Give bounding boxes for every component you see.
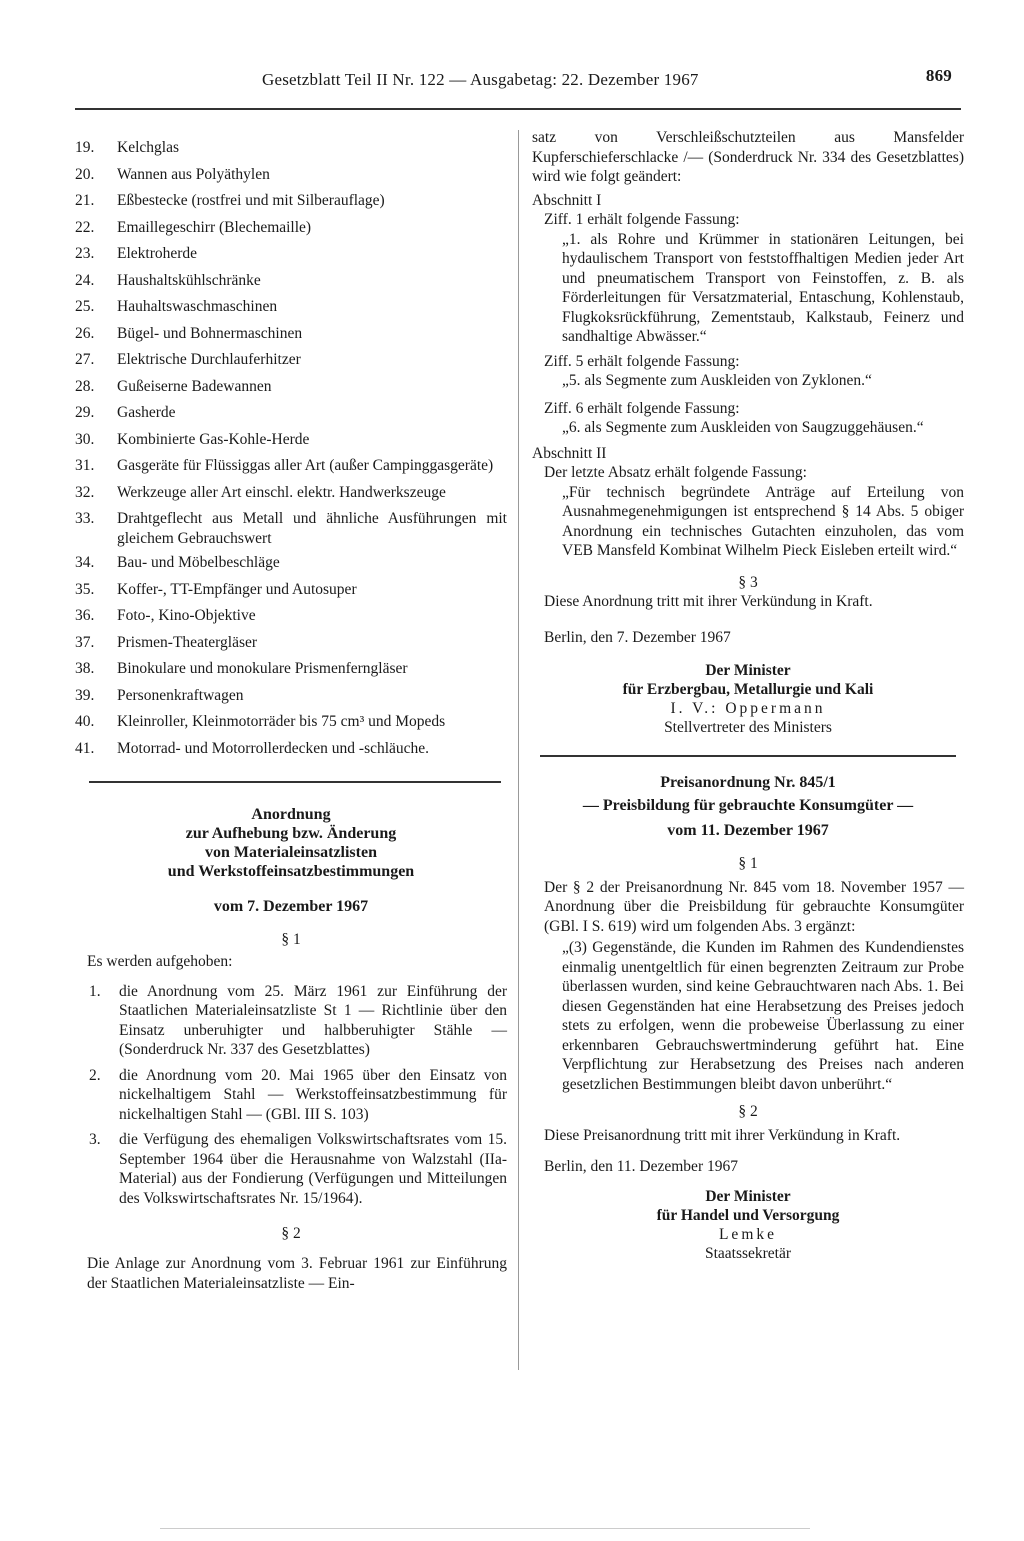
ziff5-intro: Ziff. 5 erhält folgende Fassung:: [544, 352, 740, 370]
list-item-text: Foto-, Kino-Objektive: [117, 607, 256, 624]
anordnung-title-line: zur Aufhebung bzw. Änderung: [185, 825, 397, 842]
signature-title: Der Minister: [705, 1187, 791, 1205]
list-item-number: 34.: [75, 554, 95, 571]
list-item-number: 20.: [75, 165, 95, 183]
signature-title: Der Minister: [705, 662, 791, 679]
repealed-item-number: 1.: [89, 982, 101, 1000]
repealed-item-number: 2.: [89, 1066, 101, 1084]
list-item-number: 24.: [75, 271, 95, 289]
list-item-text: Drahtgeflecht aus Metall und ähnliche Ausführungen mit gleichem Gebrauchswert: [117, 510, 507, 547]
list-item: [75, 427, 507, 453]
signature-role: Staatssekretär: [704, 1244, 792, 1262]
repealed-list: [75, 982, 507, 1209]
list-item-text: Bau- und Möbelbeschläge: [117, 554, 280, 571]
ziff1-text: „1. als Rohre und Krümmer in stationären Leitungen, bei hydaulischem Transport von feststoffhaltigen Medien jeder Art und pneumatischem Transport von Feinstoffen, z. B. als Förderleitungen für Versatzmaterial, Entaschung, Kohlenstaub, Flugkoksrückführung, Zementstaub, Kalkstaub, Feinerz und sandhaltige Abwässer.“: [562, 230, 964, 345]
preis-subtitle: — Preisbildung für gebrauchte Konsumgüter —: [582, 797, 914, 814]
ziff6-intro: Ziff. 6 erhält folgende Fassung:: [544, 399, 740, 417]
paragraph-heading: § 1: [281, 931, 301, 948]
list-item: [75, 577, 507, 603]
list-item-number: 21.: [75, 192, 95, 209]
anordnung-title-line: von Materialeinsatzlisten: [205, 844, 377, 861]
list-item-number: 33.: [75, 510, 95, 527]
bottom-scan-marks: [160, 1528, 810, 1529]
list-item-text: Elektrische Durchlauferhitzer: [117, 351, 301, 368]
list-item-number: 32.: [75, 483, 95, 501]
signature-name: Lemke: [718, 1225, 778, 1243]
list-item-number: 38.: [75, 660, 95, 677]
paragraph-heading: § 1: [738, 855, 758, 872]
abs2-text: „Für technisch begründete Anträge auf Erteilung von Ausnahmegenehmigungen ist entsprechend § 14 Abs. 5 obiger Anordnung ein technisches Gutachten einzuholen, das vom VEB Mansfeld Kombinat Wilhelm Pieck Eisleben erteilt wird.“: [562, 483, 964, 559]
list-item-number: 31.: [75, 457, 95, 474]
list-item-number: 41.: [75, 739, 95, 757]
preis-s1-quote: „(3) Gegenstände, die Kunden im Rahmen des Kundendienstes einmalig unentgeltlich für einen begrenzten Zeitraum zur Probe überlassen wurden, sind keine Gebrauchtwaren nach Abs. 1. Bei diesen Gegenständen hat eine Herabsetzung des Preises jedoch stets zu erfolgen, wenn die probeweise Überlassung zu einer erkennbaren Gebrauchswertminderung geführt hat. Eine Verpflichtung zur Herabsetzung des Preises nach anderen gesetzlichen Bestimmungen bleibt davon unberührt.“: [562, 939, 964, 1093]
list-item: [75, 656, 507, 682]
preis-title-line: Preisanordnung Nr. 845/1: [660, 774, 836, 791]
signature-ministry: für Handel und Versorgung: [656, 1206, 840, 1224]
list-item-text: Emaillegeschirr (Blechemaille): [117, 218, 312, 236]
right-column: [532, 128, 964, 1263]
page-number: 869: [925, 66, 952, 85]
list-item-text: Elektroherde: [117, 245, 198, 262]
list-item: [75, 480, 507, 506]
list-item-text: Binokulare und monokulare Prismenferngläser: [117, 660, 408, 677]
place-date: Berlin, den 7. Dezember 1967: [544, 628, 731, 646]
preis-s1-text: Der § 2 der Preisanordnung Nr. 845 vom 18. November 1957 — Anordnung über die Preisbildung für gebrauchte Konsumgüter (GBl. I S. 619) wird um folgenden Abs. 3 ergänzt:: [544, 878, 964, 935]
s3-text: Diese Anordnung tritt mit ihrer Verkündung in Kraft.: [544, 593, 873, 610]
list-item: [75, 603, 507, 629]
anordnung-title: [75, 805, 507, 881]
list-item-number: 30.: [75, 430, 95, 448]
paragraph-heading: § 2: [281, 1225, 301, 1242]
preis-date: vom 11. Dezember 1967: [667, 822, 829, 839]
list-item-text: Personenkraftwagen: [117, 686, 244, 704]
repealed-item: [89, 1066, 507, 1125]
product-list: [75, 135, 507, 761]
repealed-item-text: die Anordnung vom 25. März 1961 zur Einführung der Staatlichen Materialeinsatzliste St 1 — Richtlinie über den Einsatz unberuhigter und halbberuhigter Stähle — (Sonderdruck Nr. 337 des Gesetzblattes): [119, 982, 507, 1058]
list-item-text: Koffer-, TT-Empfänger und Autosuper: [117, 580, 357, 598]
ziff5-text: „5. als Segmente zum Auskleiden von Zyklonen.“: [562, 372, 872, 389]
list-item: [75, 347, 507, 373]
list-item-number: 40.: [75, 713, 95, 730]
list-item-number: 35.: [75, 580, 95, 598]
anordnung-title-line: Anordnung: [251, 806, 331, 823]
list-item-number: 28.: [75, 377, 95, 395]
list-item-text: Motorrad- und Motorrollerdecken und -schläuche.: [117, 739, 430, 757]
list-item: [75, 550, 507, 576]
list-item-text: Kelchglas: [117, 139, 179, 156]
preis-title: [532, 773, 964, 840]
list-item: [75, 241, 507, 267]
list-item: [75, 321, 507, 347]
list-item: [75, 215, 507, 241]
list-item-number: 36.: [75, 607, 95, 624]
list-item: [75, 736, 507, 762]
list-item: [75, 374, 507, 400]
list-item-number: 22.: [75, 218, 95, 236]
abschnitt-1-heading: Abschnitt I: [532, 191, 602, 209]
list-item-number: 23.: [75, 245, 95, 262]
list-item-text: Gußeiserne Badewannen: [117, 377, 272, 395]
list-item: [75, 268, 507, 294]
signature-role: Stellvertreter des Ministers: [664, 719, 832, 736]
continuation-text: satz von Verschleißschutzteilen aus Mansfelder Kupferschieferschlacke /— (Sonderdruck Nr. 334 des Gesetzblattes) wird wie folgt geändert:: [532, 129, 964, 185]
list-item: [75, 709, 507, 735]
section-rule: [540, 755, 956, 757]
signature-ministry: für Erzbergbau, Metallurgie und Kali: [622, 681, 874, 698]
anordnung-s2-text: Die Anlage zur Anordnung vom 3. Februar 1961 zur Einführung der Staatlichen Materialeinsatzliste — Ein-: [87, 1255, 507, 1292]
list-item-text: Haushaltskühlschränke: [117, 271, 261, 289]
repealed-item-number: 3.: [89, 1131, 101, 1148]
list-item-text: Gasherde: [117, 404, 176, 421]
repealed-item: [89, 1130, 507, 1208]
section-rule: [89, 781, 501, 783]
repealed-item: [89, 982, 507, 1060]
repealed-item-text: die Anordnung vom 20. Mai 1965 über den Einsatz von nickelhaltigem Stahl — Werkstoffeinsatzbestimmung für nickelhaltigen Stahl — (GBl. III S. 103): [119, 1066, 507, 1123]
list-item: [75, 135, 507, 161]
list-item-number: 19.: [75, 139, 95, 156]
list-item: [75, 453, 507, 479]
list-item-text: Bügel- und Bohnermaschinen: [117, 324, 303, 342]
list-item-number: 25.: [75, 298, 95, 315]
preis-s2-text: Diese Preisanordnung tritt mit ihrer Verkündung in Kraft.: [544, 1126, 901, 1144]
ziff1-intro: Ziff. 1 erhält folgende Fassung:: [544, 211, 740, 228]
list-item-text: Kleinroller, Kleinmotorräder bis 75 cm³ und Mopeds: [117, 713, 446, 730]
list-item-text: Prismen-Theatergläser: [117, 633, 258, 651]
column-divider: [518, 130, 519, 1370]
anordnung-s1-intro: Es werden aufgehoben:: [87, 953, 233, 970]
signature-name: I. V.: Oppermann: [670, 700, 826, 717]
abs2-intro: Der letzte Absatz erhält folgende Fassung:: [544, 464, 807, 481]
list-item-number: 29.: [75, 404, 95, 421]
place-date: Berlin, den 11. Dezember 1967: [544, 1158, 738, 1175]
list-item: [75, 506, 507, 549]
header-text: Gesetzblatt Teil II Nr. 122 — Ausgabetag: 22. Dezember 1967: [262, 70, 699, 89]
list-item-text: Werkzeuge aller Art einschl. elektr. Handwerkszeuge: [117, 483, 446, 501]
ziff6-text: „6. als Segmente zum Auskleiden von Saugzuggehäusen.“: [562, 419, 924, 436]
list-item: [75, 162, 507, 188]
list-item: [75, 630, 507, 656]
repealed-item-text: die Verfügung des ehemaligen Volkswirtschaftsrates vom 15. September 1964 über die Herausnahme von Walzstahl (IIa-Material) aus der Fondierung (Verfügungen und Mitteilungen des Volkswirtschaftsrates Nr. 15/1964).: [119, 1131, 507, 1207]
abschnitt-2-heading: Abschnitt II: [532, 444, 607, 462]
anordnung-date: vom 7. Dezember 1967: [213, 898, 369, 915]
list-item-text: Hauhaltswaschmaschinen: [117, 298, 278, 315]
anordnung-title-line: und Werkstoffeinsatzbestimmungen: [167, 863, 415, 880]
list-item-text: Eßbestecke (rostfrei und mit Silberauflage): [117, 192, 385, 209]
list-item: [75, 683, 507, 709]
list-item-text: Kombinierte Gas-Kohle-Herde: [117, 430, 310, 448]
left-column: [75, 135, 507, 1293]
page-header: [262, 66, 962, 90]
list-item-number: 26.: [75, 324, 95, 342]
list-item-number: 39.: [75, 686, 95, 704]
list-item: [75, 188, 507, 214]
list-item-text: Gasgeräte für Flüssiggas aller Art (außer Campinggasgeräte): [117, 457, 494, 474]
signature-block: [532, 1187, 964, 1263]
list-item-number: 27.: [75, 351, 95, 368]
header-rule: [75, 108, 961, 110]
list-item-number: 37.: [75, 633, 95, 651]
paragraph-heading: § 2: [738, 1103, 758, 1120]
list-item: [75, 400, 507, 426]
paragraph-heading: § 3: [738, 573, 758, 591]
list-item-text: Wannen aus Polyäthylen: [117, 165, 270, 183]
signature-block: [532, 661, 964, 737]
list-item: [75, 294, 507, 320]
